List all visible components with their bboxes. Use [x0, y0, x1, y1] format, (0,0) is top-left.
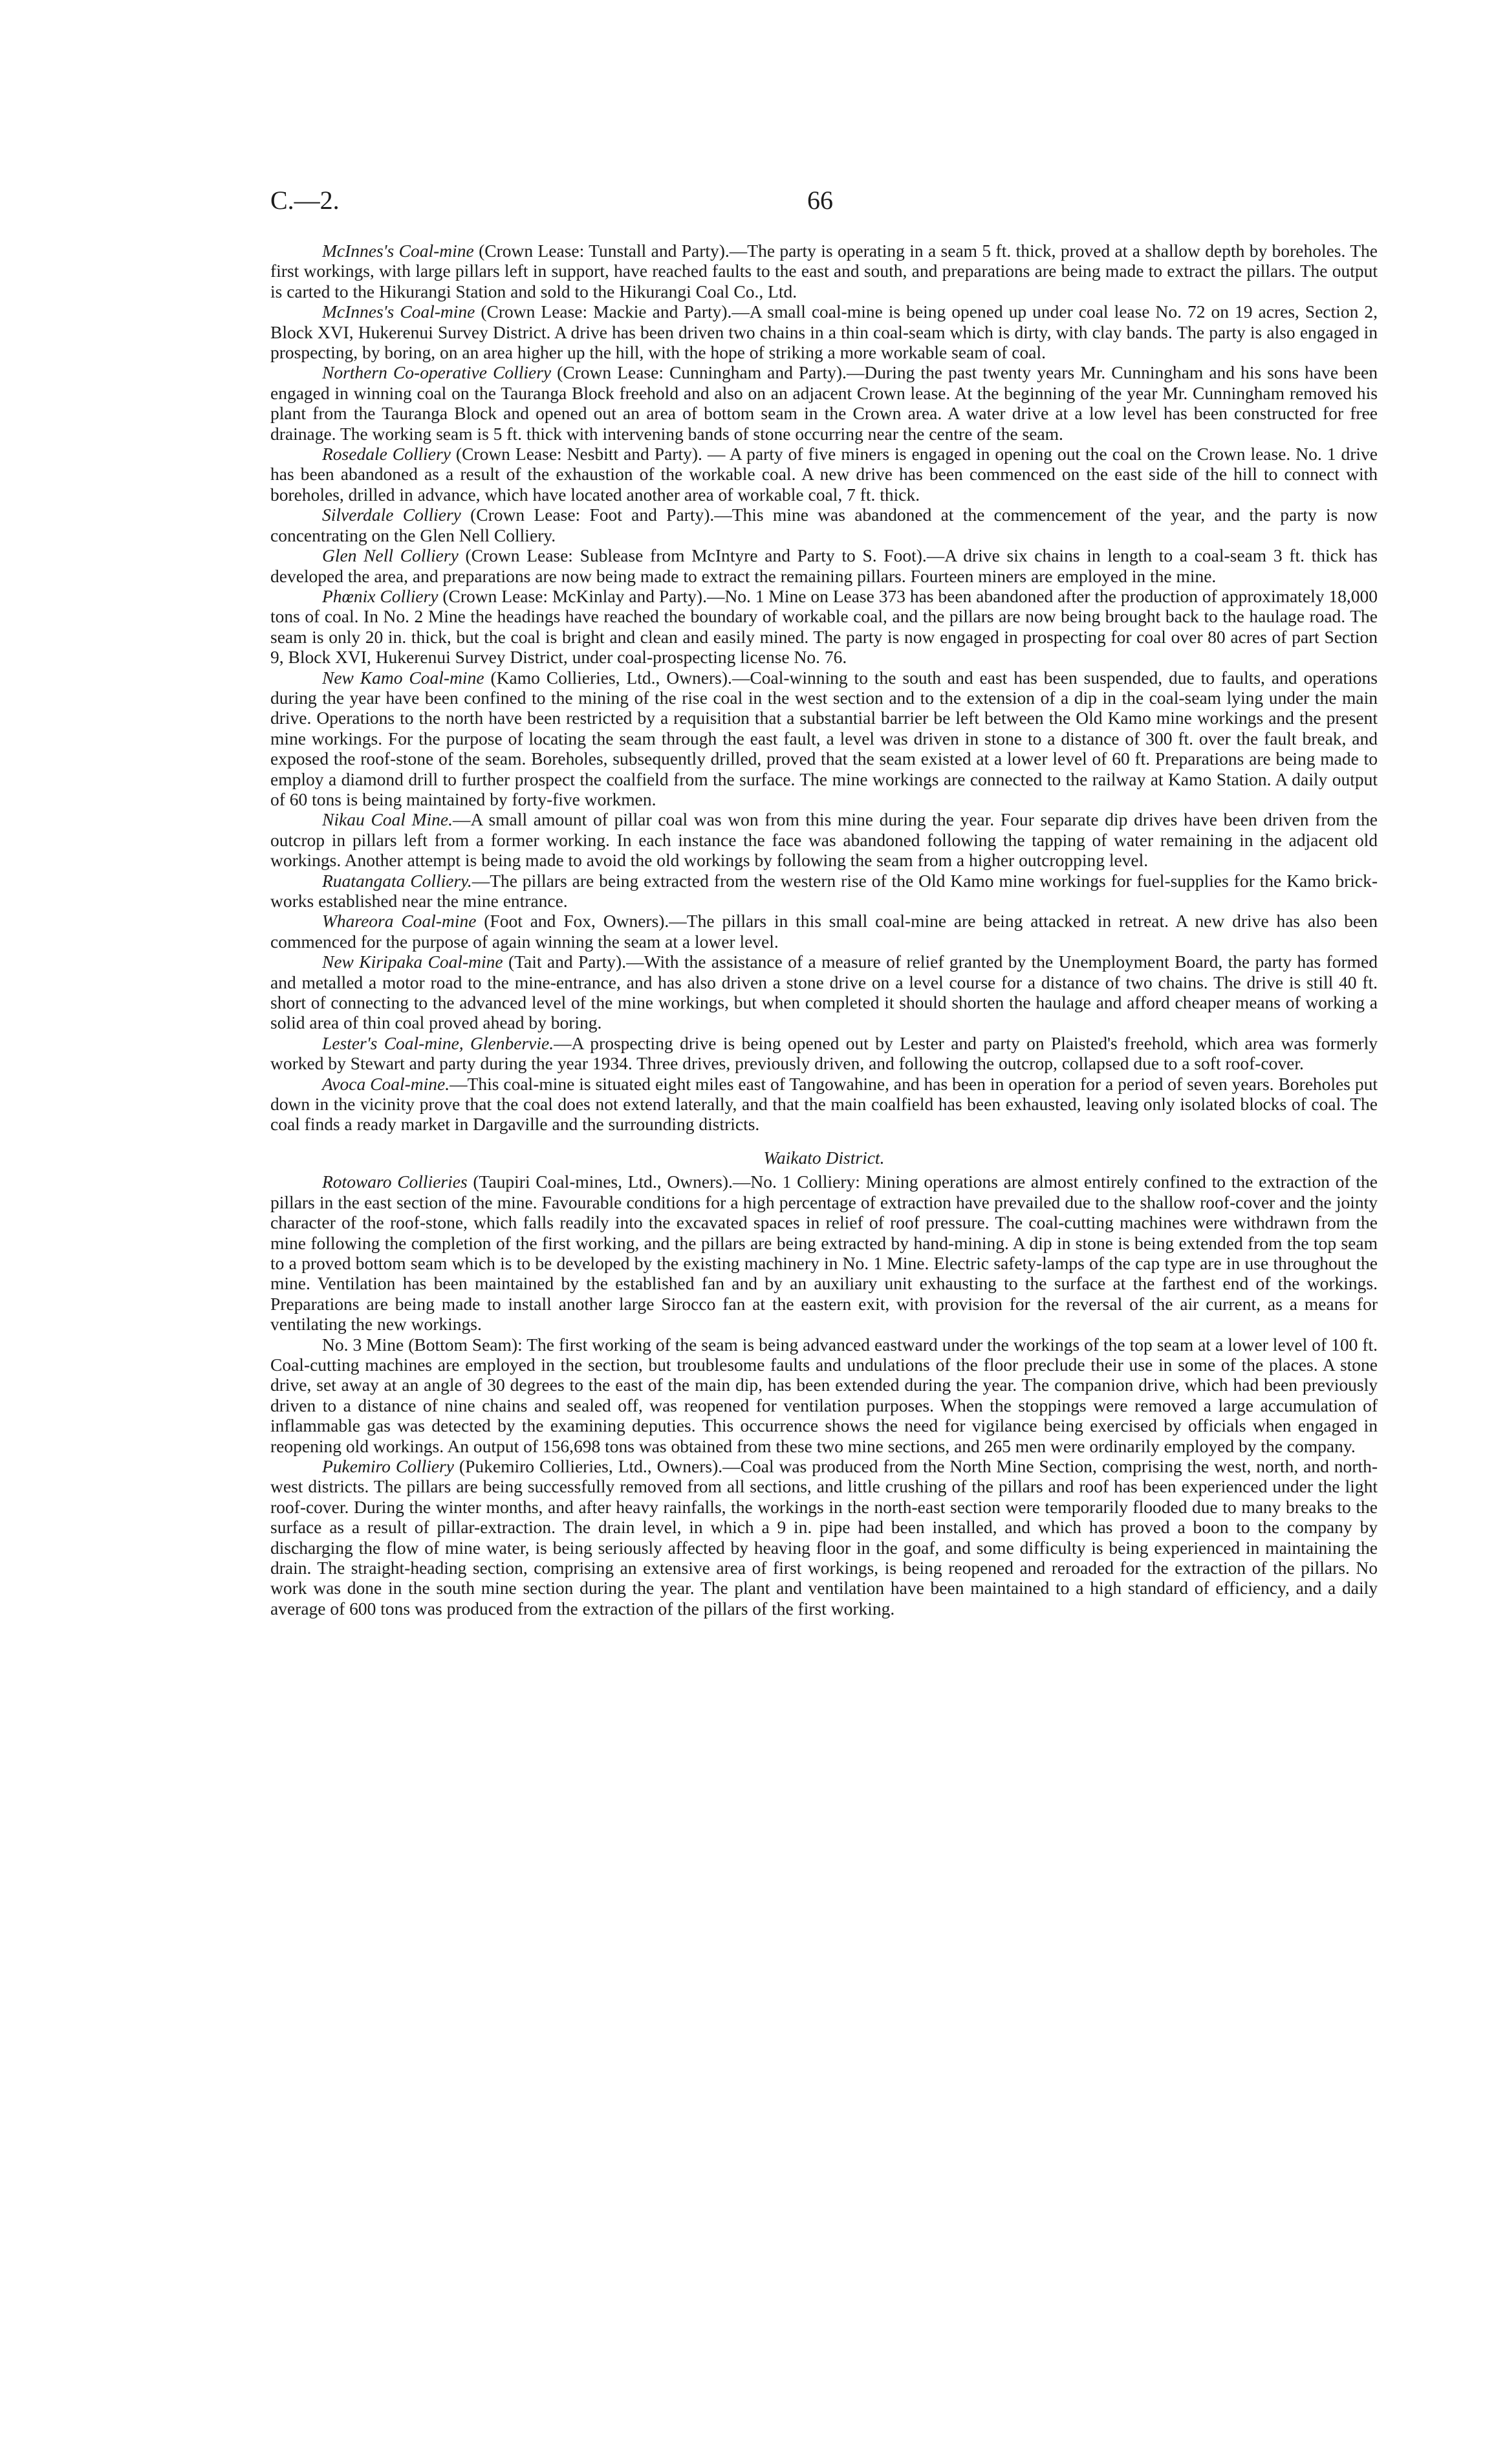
paragraph-glen-nell	[270, 545, 1378, 586]
paragraph-silverdale	[270, 505, 1378, 545]
page-header	[270, 185, 1378, 217]
paragraph-title: McInnes's Coal-mine	[322, 241, 474, 261]
paragraph-title: New Kiripaka Coal-mine	[322, 952, 503, 972]
paragraph-text: —This coal-mine is situated eight miles east of Tangowahine, and has been in operation for a period of seven years. Boreholes put down in the vicinity prove that the coal does not extend laterally, and that the main coalfield has been exhausted, leaving only isolated blocks of coal. The coal finds a ready market in Dargaville and the surrounding districts.	[270, 1073, 1378, 1135]
paragraph-whareora	[270, 911, 1378, 952]
paragraph-text: (Kamo Collieries, Ltd., Owners).—Coal-winning to the south and east has been suspended, due to faults, and operations during the year have been confined to the mining of the rise coal in the west section and to the extension of a dip in the coal-seam lying under the main drive. Operations to the north have been restricted by a requisition that a substantial barrier be left between the Old Kamo mine workings and the present mine workings. For the purpose of locating the seam through the east fault, a level was driven in stone to a distance of 300 ft. over the fault break, and exposed the roof-stone of the seam. Boreholes, subsequently drilled, proved that the seam existed at a lower level of 60 ft. Preparations are being made to employ a diamond drill to further prospect the coalfield from the surface. The mine workings are connected to the railway at Kamo Station. A daily output of 60 tons is being maintained by forty-five workmen.	[270, 667, 1378, 809]
paragraph-text: (Taupiri Coal-mines, Ltd., Owners).—No. 1 Colliery: Mining operations are almost entirely confined to the extraction of the pillars in the east section of the mine. Favourable conditions for a high percentage of extraction have prevailed due to the shallow roof-cover and the jointy character of the roof-stone, which falls readily into the excavated spaces in relief of roof pressure. The coal-cutting machines were withdrawn from the mine following the completion of the first working, and the pillars are being extracted by hand-mining. A dip in stone is being extended from the top seam to a proved bottom seam which is to be developed by the existing machinery in No. 1 Mine. Electric safety-lamps of the cap type are in use throughout the mine. Ventilation has been maintained by the established fan and by an auxiliary unit exhausting to the surface at the farthest end of the workings. Preparations are being made to install another large Sirocco fan at the eastern exit, with provision for the reversal of the air current, as a means for ventilating the new workings.	[270, 1172, 1378, 1335]
paragraph-mcinnes-tunstall	[270, 241, 1378, 301]
paragraph-text: —The pillars are being extracted from the western rise of the Old Kamo mine workings for fuel-supplies for the Kamo brick-works established near the mine entrance.	[270, 870, 1378, 911]
page-body	[270, 241, 1378, 1619]
paragraph-title: Avoca Coal-mine.	[322, 1073, 450, 1094]
paragraph-title: Nikau Coal Mine.	[322, 809, 453, 830]
paragraph-avoca	[270, 1074, 1378, 1135]
report-reference: C.—2.	[270, 186, 340, 215]
paragraph-title: Glen Nell Colliery	[322, 545, 459, 566]
paragraph-title: Phœnix Colliery	[322, 585, 439, 606]
paragraph-title: Pukemiro Colliery	[322, 1456, 454, 1476]
paragraph-title: Northern Co-operative Colliery	[322, 362, 552, 383]
paragraph-northern-cooperative	[270, 362, 1378, 444]
paragraph-text: —A small amount of pillar coal was won from this mine during the year. Four separate dip drives have been driven from the outcrop in pillars left from a former working. In each instance the face was abandoned following the tapping of water remaining in the adjacent old workings. Another attempt is being made to avoid the old workings by following the seam from a higher outcropping level.	[270, 809, 1378, 871]
paragraph-title: McInnes's Coal-mine	[322, 301, 475, 322]
paragraph-lester	[270, 1033, 1378, 1074]
paragraph-text: (Foot and Fox, Owners).—The pillars in this small coal-mine are being attacked in retreat. A new drive has also been commenced for the purpose of again winning the seam at a lower level.	[270, 911, 1378, 952]
paragraph-text: (Crown Lease: Foot and Party).—This mine was abandoned at the commencement of the year, and the party is now concentrating on the Glen Nell Colliery.	[270, 505, 1378, 545]
paragraph-pukemiro	[270, 1456, 1378, 1619]
paragraph-mcinnes-mackie	[270, 301, 1378, 362]
paragraph-text: (Crown Lease: Nesbitt and Party). — A party of five miners is engaged in opening out the coal on the Crown lease. No. 1 drive has been abandoned as a result of the exhaustion of the workable coal. A new drive has been commenced on the east side of the hill to connect with boreholes, drilled in advance, which have located another area of workable coal, 7 ft. thick.	[270, 444, 1378, 505]
paragraph-text: (Crown Lease: Cunningham and Party).—During the past twenty years Mr. Cunningham and his sons have been engaged in winning coal on the Tauranga Block freehold and also on an adjacent Crown lease. At the beginning of the year Mr. Cunningham removed his plant from the Tauranga Block and opened out an area of bottom seam in the Crown area. A water drive at a low level has been constructed for free drainage. The working seam is 5 ft. thick with intervening bands of stone occurring near the centre of the seam.	[270, 362, 1378, 444]
paragraph-no3-mine	[270, 1335, 1378, 1456]
paragraph-phoenix	[270, 586, 1378, 668]
paragraph-rosedale	[270, 444, 1378, 505]
paragraph-title: Rosedale Colliery	[322, 444, 451, 464]
paragraph-title: New Kamo Coal-mine	[322, 667, 484, 688]
paragraph-title: Rotowaro Collieries	[322, 1172, 468, 1192]
paragraph-text: (Pukemiro Collieries, Ltd., Owners).—Coal was produced from the North Mine Section, comprising the west, north, and north-west districts. The pillars are being successfully removed from all sections, and little crushing of the pillars and roof has been experienced under the light roof-cover. During the winter months, and after heavy rainfalls, the workings in the north-east section were temporarily flooded due to many breaks to the surface as a result of pillar-extraction. The drain level, in which a 9 in. pipe had been installed, and which has proved a boon to the company by discharging the flow of mine water, is being seriously affected by heaving floor in the goaf, and some difficulty is being experienced in maintaining the drain. The straight-heading section, comprising an extensive area of first workings, is being reopened and reroaded for the extraction of the pillars. No work was done in the south mine section during the year. The plant and ventilation have been maintained to a high standard of efficiency, and a daily average of 600 tons was produced from the extraction of the pillars of the first working.	[270, 1456, 1378, 1619]
page-number: 66	[807, 186, 833, 215]
paragraph-title: Lester's Coal-mine, Glenbervie.	[322, 1032, 554, 1053]
paragraph-title: Ruatangata Colliery.	[322, 870, 472, 891]
paragraph-text: —A prospecting drive is being opened out by Lester and party on Plaisted's freehold, which area was formerly worked by Stewart and party during the year 1934. Three drives, previously driven, and following the outcrop, collapsed due to a soft roof-cover.	[270, 1032, 1378, 1074]
paragraph-text: No. 3 Mine (Bottom Seam): The first working of the seam is being advanced eastward under the workings of the top seam at a lower level of 100 ft. Coal-cutting machines are employed in the section, but troublesome faults and undulations of the floor preclude their use in some of the places. A stone drive, set away at an angle of 30 degrees to the east of the main dip, has been extended during the year. The companion drive, which had been previously driven to a distance of nine chains and sealed off, was reopened for ventilation purposes. When the stoppings were removed a large accumulation of inflammable gas was detected by the examining deputies. This occurrence shows the need for vigilance being exercised by officials when engaged in reopening old workings. An output of 156,698 tons was obtained from these two mine sections, and 265 men were ordinarily employed by the company.	[270, 1334, 1378, 1456]
paragraph-new-kiripaka	[270, 952, 1378, 1033]
paragraph-rotowaro	[270, 1172, 1378, 1334]
paragraph-title: Whareora Coal-mine	[322, 911, 477, 932]
paragraph-ruatangata	[270, 871, 1378, 911]
paragraph-text: (Crown Lease: Tunstall and Party).—The party is operating in a seam 5 ft. thick, proved at a shallow depth by boreholes. The first workings, with large pillars left in support, have reached faults to the east and south, and preparations are being made to extract the pillars. The output is carted to the Hikurangi Station and sold to the Hikurangi Coal Co., Ltd.	[270, 241, 1378, 301]
paragraph-text: (Crown Lease: Mackie and Party).—A small coal-mine is being opened up under coal lease No. 72 on 19 acres, Section 2, Block XVI, Hukerenui Survey District. A drive has been driven two chains in a thin coal-seam which is dirty, with clay bands. The party is also engaged in prospecting, by boring, on an area higher up the hill, with the hope of striking a more workable seam of coal.	[270, 301, 1378, 363]
paragraph-nikau	[270, 809, 1378, 870]
paragraph-text: (Crown Lease: Sublease from McIntyre and Party to S. Foot).—A drive six chains in length to a coal-seam 3 ft. thick has developed the area, and preparations are now being made to extract the remaining pillars. Fourteen miners are employed in the mine.	[270, 545, 1378, 586]
paragraph-text: (Tait and Party).—With the assistance of a measure of relief granted by the Unemployment Board, the party has formed and metalled a motor road to the mine-entrance, and has also driven a stone drive on a level course for a distance of two chains. The drive is still 40 ft. short of connecting to the advanced level of the mine workings, but when completed it should shorten the haulage and afford cheaper means of working a solid area of thin coal proved ahead by boring.	[270, 952, 1378, 1033]
paragraph-text: (Crown Lease: McKinlay and Party).—No. 1 Mine on Lease 373 has been abandoned after the production of approximately 18,000 tons of coal. In No. 2 Mine the headings have reached the boundary of workable coal, and the pillars are now being brought back to the haulage road. The seam is only 20 in. thick, but the coal is bright and clean and easily mined. The party is now engaged in prospecting for coal over 80 acres of part Section 9, Block XVI, Hukerenui Survey District, under coal-prospecting license No. 76.	[270, 585, 1378, 668]
paragraph-title: Silverdale Colliery	[322, 505, 461, 525]
section-heading-waikato: Waikato District.	[763, 1147, 885, 1168]
paragraph-new-kamo	[270, 668, 1378, 810]
